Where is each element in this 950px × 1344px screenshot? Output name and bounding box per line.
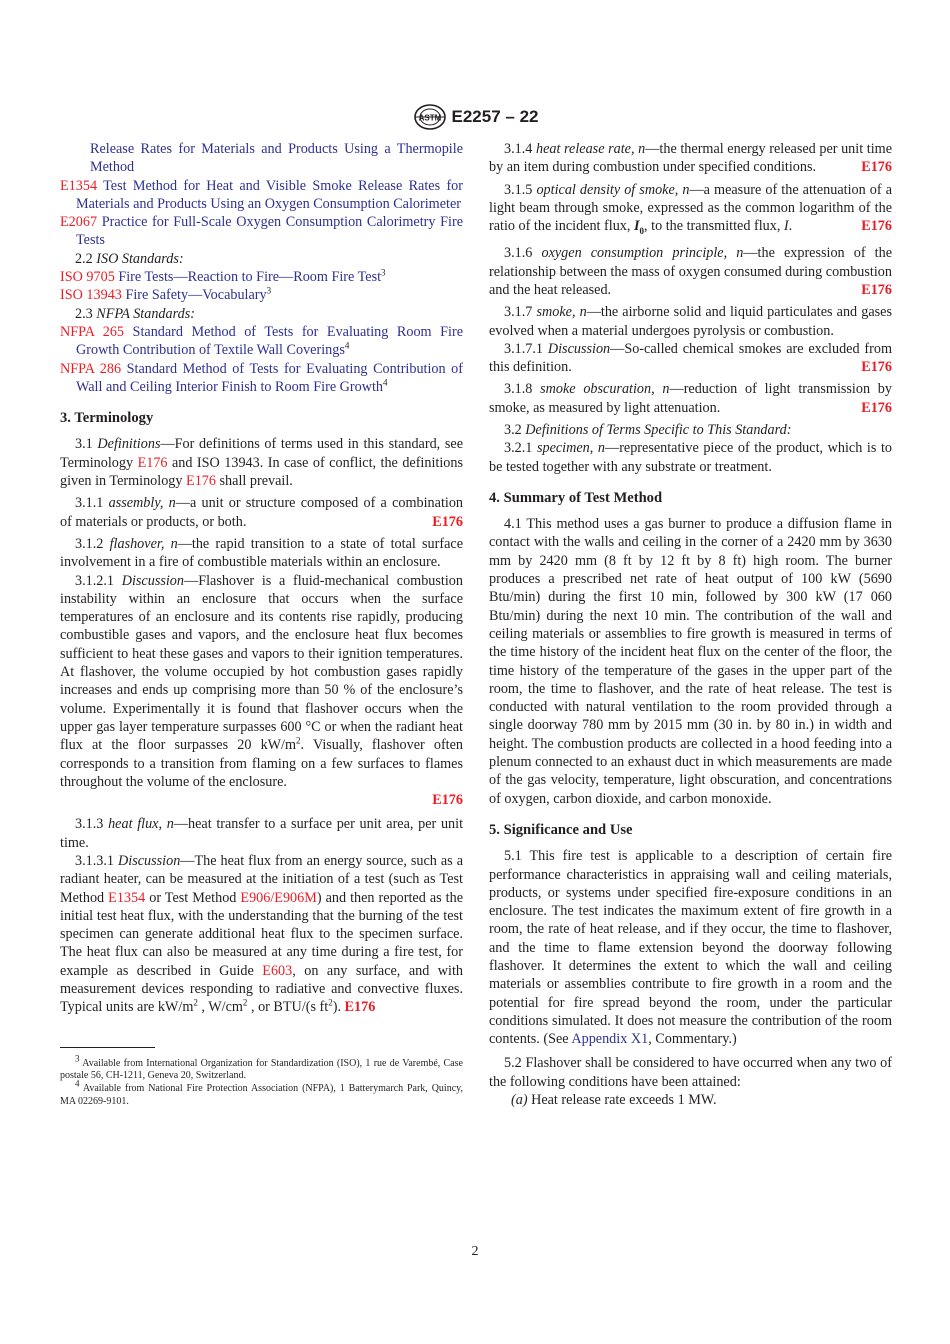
svg-text:ASTM: ASTM	[418, 113, 441, 123]
paragraph-5-1: 5.1 This fire test is applicable to a description of certain fire performance characteristics in appraising wall and ceiling materials, products, or systems under specified fire-exposure conditions in an enclosure. The test indicates the maximum extent of fire growth in a room, the rate of heat release, and if they occur, the time to flashover, and the time to flame extension beyond the doorway following flashover. It determines the extent to which the wall and ceiling materials or assemblies contribute to fire growth in a room and the potential for fire spread beyond the room, under the particular conditions simulated. It does not measure the contribution of the room contents. (See Appendix X1, Commentary.)	[489, 848, 892, 1048]
reference-code-link[interactable]: NFPA 286	[60, 360, 122, 377]
document-designation: E2257 – 22	[451, 107, 539, 126]
reference-link[interactable]: Fire Tests—Reaction to Fire—Room Fire Test	[114, 269, 382, 286]
reference-link[interactable]: Fire Safety—Vocabulary	[121, 287, 267, 304]
paragraph-3-1-7: 3.1.7 smoke, n—the airborne solid and liquid particulates and gases evolved when a material undergoes pyrolysis or combustion.	[489, 304, 892, 339]
e176-link[interactable]: E176	[186, 473, 216, 490]
e176-link[interactable]: E176	[432, 513, 463, 530]
reference-code-link[interactable]: ISO 13943	[60, 287, 122, 304]
appendix-x1-link[interactable]: Appendix X1	[571, 1031, 649, 1048]
footnote-mark: 3	[381, 267, 386, 278]
left-column	[60, 140, 463, 1108]
paragraph-3-2-1: 3.2.1 specimen, n—representative piece of the product, which is to be tested together with any substrate or treatment.	[489, 440, 893, 475]
paragraph-5-2: 5.2 Flashover shall be considered to have occurred when any two of the following conditions have been attained:	[489, 1055, 892, 1090]
page-header	[0, 103, 950, 131]
section-5-heading: 5. Significance and Use	[489, 821, 633, 838]
reference-iso9705	[60, 268, 463, 286]
reference-thermopile-tail	[60, 140, 463, 177]
paragraph-3-2: 3.2 Definitions of Terms Specific to This Standard:	[504, 421, 792, 438]
reference-iso13943	[60, 286, 463, 304]
nfpa-standards-heading: 2.3 NFPA Standards:	[75, 305, 195, 322]
e603-link[interactable]: E603	[262, 962, 293, 979]
paragraph-3-1-2-1: 3.1.2.1 Discussion—Flashover is a fluid-mechanical combustion instability within an enclosure that occurs when the surface temperatures of an enclosure and its contents rise rapidly, producing combustible gases and vapors, and the enclosure heat flux becomes sufficient to heat these gases and vapors to their ignition temperatures. At flashover, the volume occupied by hot combustion gases rapidly increases and ends up comprising more than 50 % of the enclosure’s volume. Experimentally it is found that flashover occurs when the upper gas layer temperature surpasses 600 °C or when the radiant heat flux at the floor surpasses 20 $kW/m^2$. Visually, flashover often corresponds to a transition from flaming on a few surfaces to flames throughout the volume of the enclosure.	[60, 572, 463, 790]
footnote-divider	[60, 1047, 155, 1048]
e176-link[interactable]: E176	[861, 281, 892, 298]
paragraph-3-1-7-1: 3.1.7.1 Discussion—So-called chemical smokes are excluded from this definition. E176	[489, 340, 892, 376]
astm-logo-icon	[412, 103, 448, 131]
footnote-mark: 4	[344, 340, 350, 351]
e176-link[interactable]: E176	[861, 399, 892, 416]
reference-link[interactable]: Practice for Full-Scale Oxygen Consumption Calorimetry Fire Tests	[76, 214, 463, 249]
reference-nfpa265	[60, 323, 463, 360]
reference-link[interactable]: Standard Method of Tests for Evaluating Room Fire Growth Contribution of Textile Wall Coverings	[76, 323, 463, 359]
e1354-link[interactable]: E1354	[108, 889, 146, 906]
footnote-3: $^3$ Available from International Organization for Standardization (ISO), 1 rue de Varembé, Case postale 56, CH-1211, Geneva 20, Switzerland.	[60, 1053, 463, 1082]
e906-link[interactable]: E906/E906M	[240, 889, 317, 906]
paragraph-3-1-3: 3.1.3 heat flux, n—heat transfer to a surface per unit area, per unit time.	[60, 816, 464, 851]
reference-code-link[interactable]: E2067	[60, 214, 98, 231]
reference-nfpa286	[60, 360, 463, 397]
e176-link[interactable]: E176	[861, 359, 892, 376]
e176-ref-line	[60, 791, 463, 809]
reference-code-link[interactable]: ISO 9705	[60, 269, 115, 286]
paragraph-3-1-8: 3.1.8 smoke obscuration, n—reduction of light transmission by smoke, as measured by light attenuation. E176	[489, 381, 892, 416]
right-column	[489, 140, 892, 1109]
paragraph-3-1-6: 3.1.6 oxygen consumption principle, n—the expression of the relationship between the mass of oxygen consumed during combustion and the heat released. E176	[489, 245, 893, 298]
e176-link[interactable]: E176	[137, 454, 168, 471]
section-3-heading: 3. Terminology	[60, 410, 154, 427]
reference-code-link[interactable]: E1354	[60, 177, 98, 194]
footnote-mark: 4	[383, 377, 388, 388]
page-number: 2	[471, 1244, 479, 1259]
paragraph-3-1-2: 3.1.2 flashover, n—the rapid transition to a state of total surface involvement in a fire of combustible materials within an enclosure.	[60, 535, 463, 571]
e176-link[interactable]: E176	[861, 218, 892, 235]
paragraph-3-1-3-1: 3.1.3.1 Discussion—The heat flux from an energy source, such as a radiant heater, can be measured at the initiation of a test (such as Test Method E1354 or Test Method E906/E906M) and then reported as the initial test heat flux, with the understanding that the burning of the test specimen can generate additional heat flux to the specimen surface. The heat flux can also be measured at any time during a fire test, for example as described in Guide E603, on any surface, and with measurement devices responding to radiative and convective fluxes. Typical units are $kW/m^2$ , $W/cm^2$ , or BTU/(s $ft^2$). E176	[60, 852, 463, 1016]
reference-link[interactable]: Standard Method of Tests for Evaluating Contribution of Wall and Ceiling Interior Finish to Room Fire Growth	[76, 360, 463, 395]
paragraph-3-1: 3.1 Definitions—For definitions of terms used in this standard, see Terminology E176 and ISO 13943. In case of conflict, the definitions given in Terminology E176 shall prevail.	[60, 436, 464, 490]
paragraph-3-1-1: 3.1.1 assembly, n—a unit or structure composed of a combination of materials or products, or both. E176	[60, 495, 464, 530]
footnote-mark: 3	[266, 285, 272, 296]
iso-standards-heading: 2.2 ISO Standards:	[75, 250, 184, 267]
e176-link[interactable]: E176	[344, 999, 376, 1016]
reference-code-link[interactable]: NFPA 265	[60, 323, 125, 340]
reference-e2067	[60, 213, 463, 250]
reference-link[interactable]: Release Rates for Materials and Products Using a Thermopile Method	[90, 141, 463, 176]
e176-link[interactable]: E176	[432, 792, 463, 809]
paragraph-3-1-5: 3.1.5 optical density of smoke, n—a measure of the attenuation of a light beam through smoke, expressed as the common logarithm of the ratio of the incident flux, $I_0$, to the transmitted flux, I. E176	[489, 181, 892, 237]
paragraph-3-1-4: 3.1.4 heat release rate, n—the thermal energy released per unit time by an item during combustion under specified conditions. E176	[489, 141, 892, 176]
reference-link[interactable]: Test Method for Heat and Visible Smoke Release Rates for Materials and Products Using an Oxygen Consumption Calorimeter	[76, 177, 463, 212]
reference-e1354	[60, 177, 463, 214]
footnote-4: $^4$ Available from National Fire Protection Association (NFPA), 1 Batterymarch Park, Quincy, MA 02269-9101.	[60, 1078, 463, 1107]
paragraph-4-1: 4.1 This method uses a gas burner to produce a diffusion flame in contact with the walls and ceiling in the corner of a 2420 mm by 3630 mm by 2420 mm (8 ft by 12 ft by 8 ft) high room. The burner produces a prescribed net rate of heat output of 100 kW (5690 Btu/min) during the first 10 min, followed by 300 kW (17 060 Btu/min) during the next 10 min. The contribution of the wall and ceiling materials or assemblies to fire growth is measured in terms of the time history of the incident heat flux on the center of the floor, the time history of the temperature of the gases in the upper part of the room, the time to flashover, and the rate of heat release. The test is conducted with natural ventilation to the room provided through a single doorway 780 mm by 2015 mm (30 in. by 80 in.) in width and height. The combustion products are collected in a hood feeding into a plenum connected to an exhaust duct in which measurements are made of the gas velocity, temperature, light obscuration, and concentrations of oxygen, carbon dioxide, and carbon monoxide.	[489, 516, 892, 807]
paragraph-5-2-a: (a) Heat release rate exceeds 1 MW.	[511, 1092, 717, 1109]
section-4-heading: 4. Summary of Test Method	[489, 489, 663, 506]
e176-link[interactable]: E176	[861, 159, 892, 176]
